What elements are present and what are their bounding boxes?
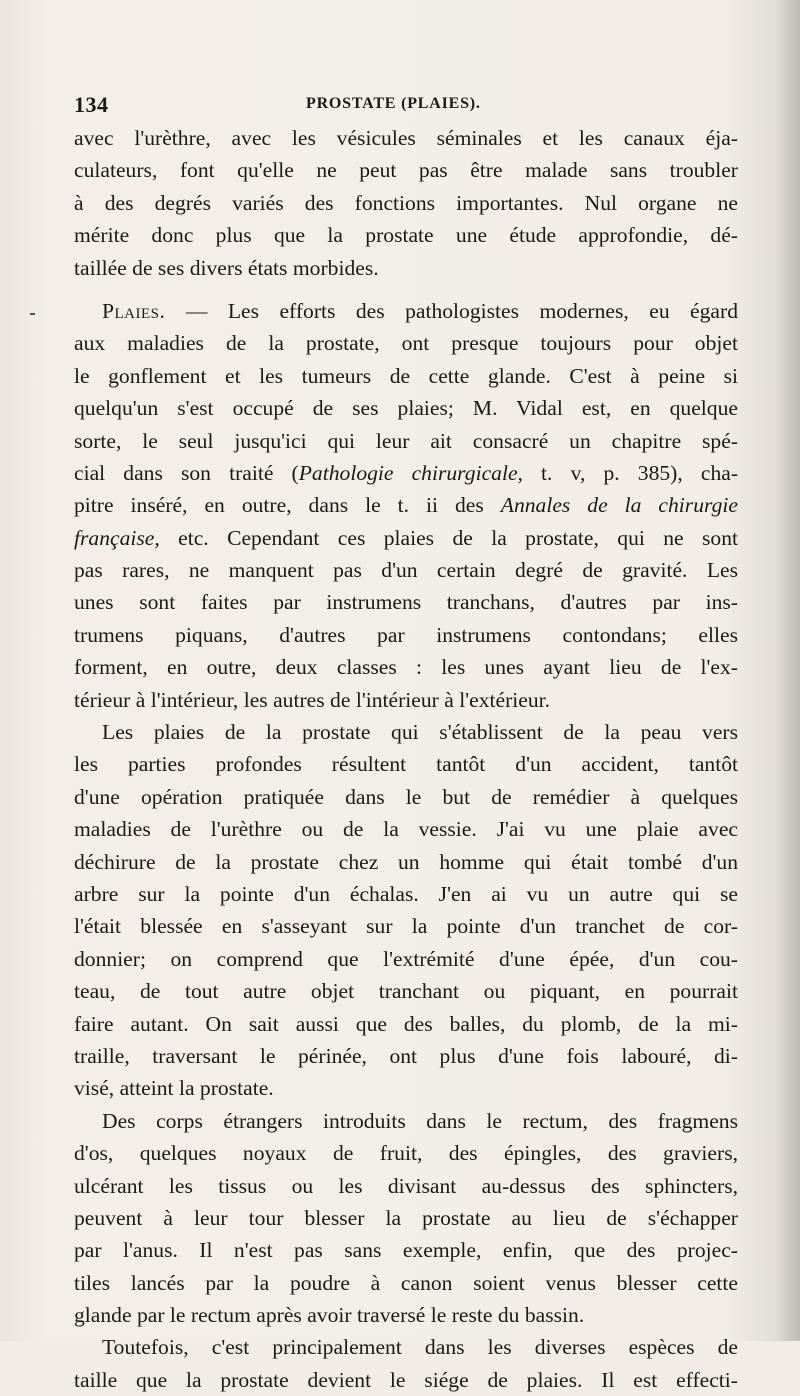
- text-line: forment, en outre, deux classes : les unes ayant lieu de l'ex-: [74, 655, 738, 680]
- text-line: française, etc. Cependant ces plaies de la prostate, qui ne sont: [74, 525, 738, 550]
- text-line: avec l'urèthre, avec les vésicules séminales et les canaux éja-: [74, 126, 738, 150]
- body-text: [74, 122, 738, 1396]
- paragraph-5: [74, 1331, 738, 1396]
- paragraph-4: [74, 1105, 738, 1332]
- text-line: maladies de l'urèthre ou de la vessie. J'ai vu une plaie avec: [74, 817, 738, 842]
- text-line: les parties profondes résultent tantôt d'un accident, tantôt: [74, 752, 738, 777]
- text-line: Plaies. — Les efforts des pathologistes modernes, eu égard: [102, 298, 738, 323]
- text-line: unes sont faites par instrumens tranchans, d'autres par ins-: [74, 590, 738, 615]
- paragraph-2-plaies: [74, 295, 738, 716]
- margin-mark: [30, 313, 35, 315]
- text-line: déchirure de la prostate chez un homme qui était tombé d'un: [74, 849, 738, 874]
- text-line: taillée de ses divers états morbides.: [74, 255, 379, 280]
- text-line: trumens piquans, d'autres par instrumens contondans; elles: [74, 622, 738, 647]
- text-line: sorte, le seul jusqu'ici qui leur ait consacré un chapitre spé-: [74, 428, 738, 453]
- paragraph-3: [74, 716, 738, 1105]
- running-head: PROSTATE (PLAIES).: [306, 95, 481, 112]
- section-heading: Plaies.: [102, 298, 166, 323]
- text-line: le gonflement et les tumeurs de cette glande. C'est à peine si: [74, 363, 738, 388]
- text-line: visé, atteint la prostate.: [74, 1076, 274, 1101]
- citation-title: française,: [74, 525, 160, 550]
- text-line: Des corps étrangers introduits dans le rectum, des fragmens: [102, 1108, 738, 1133]
- text-line: peuvent à leur tour blesser la prostate au lieu de s'échapper: [74, 1205, 738, 1230]
- text-line: arbre sur la pointe d'un échalas. J'en ai vu un autre qui se: [74, 881, 738, 906]
- text-line: pitre inséré, en outre, dans le t. ii des Annales de la chirurgie: [74, 493, 738, 518]
- text-line: d'une opération pratiquée dans le but de remédier à quelques: [74, 784, 738, 809]
- citation-title: Pathologie chirurgicale,: [298, 460, 523, 485]
- text-line: térieur à l'intérieur, les autres de l'intérieur à l'extérieur.: [74, 687, 551, 712]
- text-line: traille, traversant le périnée, ont plus d'une fois labouré, di-: [74, 1043, 738, 1068]
- text-line: aux maladies de la prostate, ont presque toujours pour objet: [74, 331, 738, 356]
- text-line: faire autant. On sait aussi que des balles, du plomb, de la mi-: [74, 1011, 738, 1036]
- text-line: teau, de tout autre objet tranchant ou piquant, en pourrait: [74, 979, 738, 1004]
- text-line: taille que la prostate devient le siége de plaies. Il est effecti-: [74, 1367, 738, 1392]
- text-line: pas rares, ne manquent pas d'un certain degré de gravité. Les: [74, 558, 738, 583]
- text-line: mérite donc plus que la prostate une étude approfondie, dé-: [74, 223, 738, 248]
- text-line: Toutefois, c'est principalement dans les diverses espèces de: [102, 1335, 738, 1360]
- text-line: quelqu'un s'est occupé de ses plaies; M. Vidal est, en quelque: [74, 396, 738, 421]
- page-header: [74, 92, 738, 122]
- text-line: glande par le rectum après avoir traversé le reste du bassin.: [74, 1303, 585, 1328]
- page-number: 134: [74, 92, 109, 117]
- text-line: tiles lancés par la poudre à canon soient venus blesser cette: [74, 1270, 738, 1295]
- paragraph-1: [74, 122, 738, 284]
- text-line: cial dans son traité (Pathologie chirurgicale, t. v, p. 385), cha-: [74, 460, 738, 485]
- text-line: à des degrés variés des fonctions importantes. Nul organe ne: [74, 190, 738, 215]
- text-line: par l'anus. Il n'est pas sans exemple, enfin, que des projec-: [74, 1238, 738, 1263]
- citation-title: Annales de la chirurgie: [500, 493, 738, 518]
- text-line: donnier; on comprend que l'extrémité d'une épée, d'un cou-: [74, 946, 738, 971]
- text-line: Les plaies de la prostate qui s'établissent de la peau vers: [102, 720, 738, 745]
- text-line: ulcérant les tissus ou les divisant au-dessus des sphincters,: [74, 1173, 738, 1198]
- text-line: d'os, quelques noyaux de fruit, des épingles, des graviers,: [74, 1141, 738, 1166]
- text-line: l'était blessée en s'asseyant sur la pointe d'un tranchet de cor-: [74, 914, 738, 939]
- text-line: culateurs, font qu'elle ne peut pas être malade sans troubler: [74, 158, 738, 183]
